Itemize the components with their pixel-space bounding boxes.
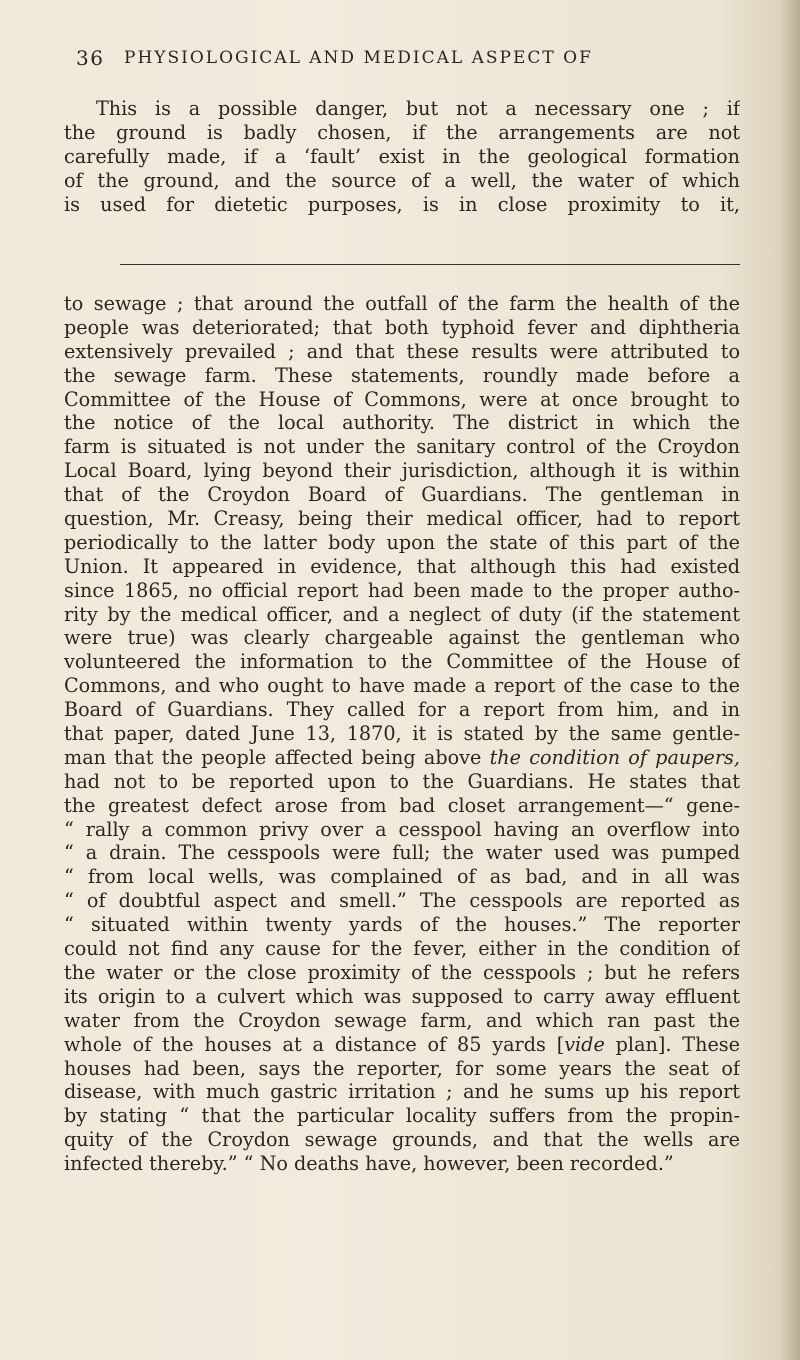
text-line: This is a possible danger, but not a necessary one ; if (96, 97, 740, 120)
section-divider (120, 264, 740, 265)
text-line: the water or the close proximity of the cesspools ; but he refers (64, 960, 740, 984)
text-line: extensively prevailed ; and that these results were attributed to (64, 339, 740, 363)
text-run: whole of the houses at a distance of 85 yards [ (64, 1032, 565, 1056)
text-line: to sewage ; that around the outfall of the farm the health of the (64, 292, 740, 315)
text-line: since 1865, no official report had been made to the proper autho- (64, 578, 740, 602)
text-line: Commons, and who ought to have made a report of the case to the (64, 674, 740, 698)
text-run: plan]. These (604, 1032, 740, 1056)
text-line: could not find any cause for the fever, either in the condition of (64, 937, 740, 961)
text-line: the notice of the local authority. The district in which the (64, 411, 740, 435)
text-line: “ rally a common privy over a cesspool having an overflow into (64, 817, 740, 841)
text-line: its origin to a culvert which was supposed to carry away effluent (64, 984, 740, 1008)
text-line: rity by the medical officer, and a neglect of duty (if the statement (64, 602, 740, 626)
text-line: had not to be reported upon to the Guardians. He states that (64, 769, 740, 793)
text-line: question, Mr. Creasy, being their medical officer, had to report (64, 507, 740, 531)
text-line: of the ground, and the source of a well, the water of which (64, 168, 740, 192)
text-line: farm is situated is not under the sanitary control of the Croydon (64, 435, 740, 459)
text-line: the ground is badly chosen, if the arrangements are not (64, 120, 740, 144)
text-line: periodically to the latter body upon the state of this part of the (64, 530, 740, 554)
text-line: disease, with much gastric irritation ; and he sums up his report (64, 1080, 740, 1104)
text-line: the sewage farm. These statements, roundly made before a (64, 363, 740, 387)
text-line: houses had been, says the reporter, for some years the seat of (64, 1056, 740, 1080)
text-line: “ from local wells, was complained of as bad, and in all was (64, 865, 740, 889)
running-head (76, 46, 736, 76)
text-line: quity of the Croydon sewage grounds, and that the wells are (64, 1128, 740, 1152)
text-line: Local Board, lying beyond their jurisdiction, although it is within (64, 459, 740, 483)
text-line: is used for dietetic purposes, is in close proximity to it, (64, 192, 740, 216)
text-line: Committee of the House of Commons, were at once brought to (64, 387, 740, 411)
text-line: the greatest defect arose from bad closet arrangement—“ gene- (64, 793, 740, 817)
text-line: by stating “ that the particular locality suffers from the propin- (64, 1104, 740, 1128)
main-paragraph (64, 292, 740, 1176)
text-line-with-italic (64, 1033, 740, 1057)
intro-paragraph (64, 97, 740, 216)
page-edge-shadow (778, 0, 800, 1360)
text-line: carefully made, if a ‘fault’ exist in the geological formation (64, 144, 740, 168)
text-line: volunteered the information to the Committee of the House of (64, 650, 740, 674)
text-line-with-italic (64, 746, 740, 770)
text-line: that of the Croydon Board of Guardians. The gentleman in (64, 483, 740, 507)
text-line: water from the Croydon sewage farm, and which ran past the (64, 1008, 740, 1032)
italic-run: the condition of paupers, (489, 745, 740, 769)
text-line: “ situated within twenty yards of the houses.” The reporter (64, 913, 740, 937)
text-line: were true) was clearly chargeable against the gentleman who (64, 626, 740, 650)
page-number: 36 (76, 46, 105, 70)
text-line: Union. It appeared in evidence, that although this had existed (64, 554, 740, 578)
text-line: “ a drain. The cesspools were full; the water used was pumped (64, 841, 740, 865)
text-line: “ of doubtful aspect and smell.” The cesspools are reported as (64, 889, 740, 913)
text-line: infected thereby.” “ No deaths have, however, been recorded.” (64, 1152, 674, 1176)
italic-run: vide (564, 1032, 605, 1056)
text-line: that paper, dated June 13, 1870, it is stated by the same gentle- (64, 722, 740, 746)
text-line: people was deteriorated; that both typhoid fever and diphtheria (64, 315, 740, 339)
running-title: PHYSIOLOGICAL AND MEDICAL ASPECT OF (124, 48, 593, 68)
text-line: Board of Guardians. They called for a report from him, and in (64, 698, 740, 722)
text-run: man that the people affected being above (64, 745, 490, 769)
